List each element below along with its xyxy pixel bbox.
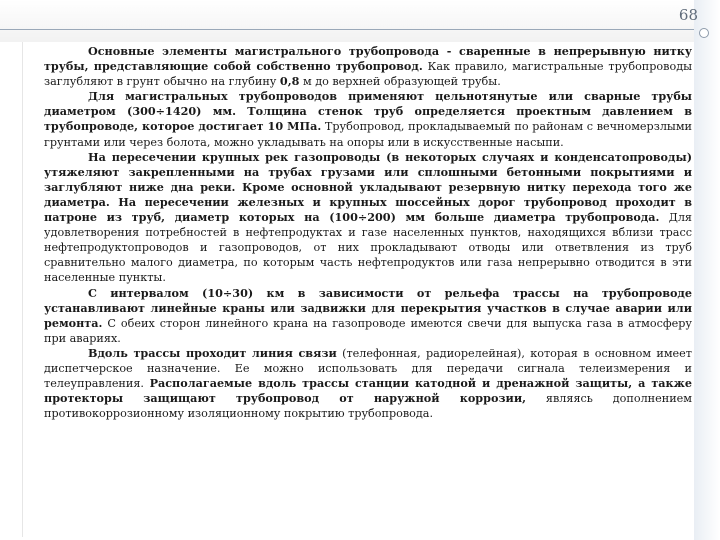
page-number-marker (699, 28, 709, 38)
paragraph-bold: На пересечении крупных рек газопроводы (в некоторых случаях и конденсатопроводы) утяжеляют закрепленными на трубах грузами или сплошными бетонными покрытиями и заглубляют ниже дна реки. Кроме основной укладывают резервную нитку перехода того же диаметра. На пересечении железных и крупных шоссейных дорог трубопровод проходит в патроне из труб, диаметр которых на (100÷200) мм больше диаметра трубопровода. (44, 149, 692, 225)
paragraph-line-valves (44, 286, 692, 346)
header-rule (0, 29, 694, 30)
paragraph-bold: С интервалом (10÷30) км в зависимости от рельефа трассы на трубопроводе устанавливают линейные краны или задвижки для перекрытия участков в случае аварии или ремонта. (44, 285, 692, 330)
paragraph-text: (телефонная, радиорелейная), которая в основном имеет диспетчерское назначение. Ее можно использовать для передачи сигнала телеизмерения и телеуправления. (44, 346, 692, 391)
paragraph-text: Трубопровод, прокладываемый по районам с вечномерзлыми грунтами или через болота, можно укладывать на опоры или в искусственные насыпи. (44, 120, 692, 149)
paragraph-bold: 0,8 (279, 74, 300, 89)
paragraph-text: Как правило, магистральные трубопроводы заглубляют в грунт обычно на глубину (44, 60, 692, 89)
right-edge-shade (694, 0, 720, 540)
paragraph-text: м до верхней образующей трубы. (299, 75, 501, 89)
document-body (44, 44, 692, 421)
paragraph-communication-line (44, 346, 692, 421)
paragraph-text: являясь дополнением противокоррозионному изоляционному покрытию трубопровода. (44, 392, 692, 421)
paragraph-text: Для удовлетворения потребностей в нефтепродуктах и газе населенных пунктов, находящихся вблизи трасс нефтепродуктопроводов и газопроводов, от них прокладывают отводы или ответвления из труб сравнительно малого диаметра, по которым часть нефтепродуктов или газа непрерывно отводится в эти населенные пункты. (44, 211, 692, 285)
header-band (0, 0, 720, 42)
paragraph-main-elements (44, 44, 692, 89)
paragraph-river-crossings (44, 150, 692, 286)
left-margin-rule (22, 42, 23, 537)
paragraph-bold: Основные элементы магистрального трубопровода - сваренные в непрерывную нитку трубы, представляющие собой собственно трубопровод. (44, 44, 692, 74)
paragraph-bold: Вдоль трассы проходит линия связи (88, 345, 337, 360)
paragraph-bold: Для магистральных трубопроводов применяют цельнотянутые или сварные трубы диаметром (300÷1420) мм. Толщина стенок труб определяется проектным давлением в трубопроводе, которое достигает 10 МПа. (44, 89, 692, 134)
paragraph-text: С обеих сторон линейного крана на газопроводе имеются свечи для выпуска газа в атмосферу при авариях. (44, 316, 692, 345)
page-number: 68 (678, 6, 698, 24)
paragraph-pipes (44, 89, 692, 149)
paragraph-bold: Располагаемые вдоль трассы станции катодной и дренажной защиты, а также протекторы защищают трубопровод от наружной коррозии, (44, 376, 692, 406)
